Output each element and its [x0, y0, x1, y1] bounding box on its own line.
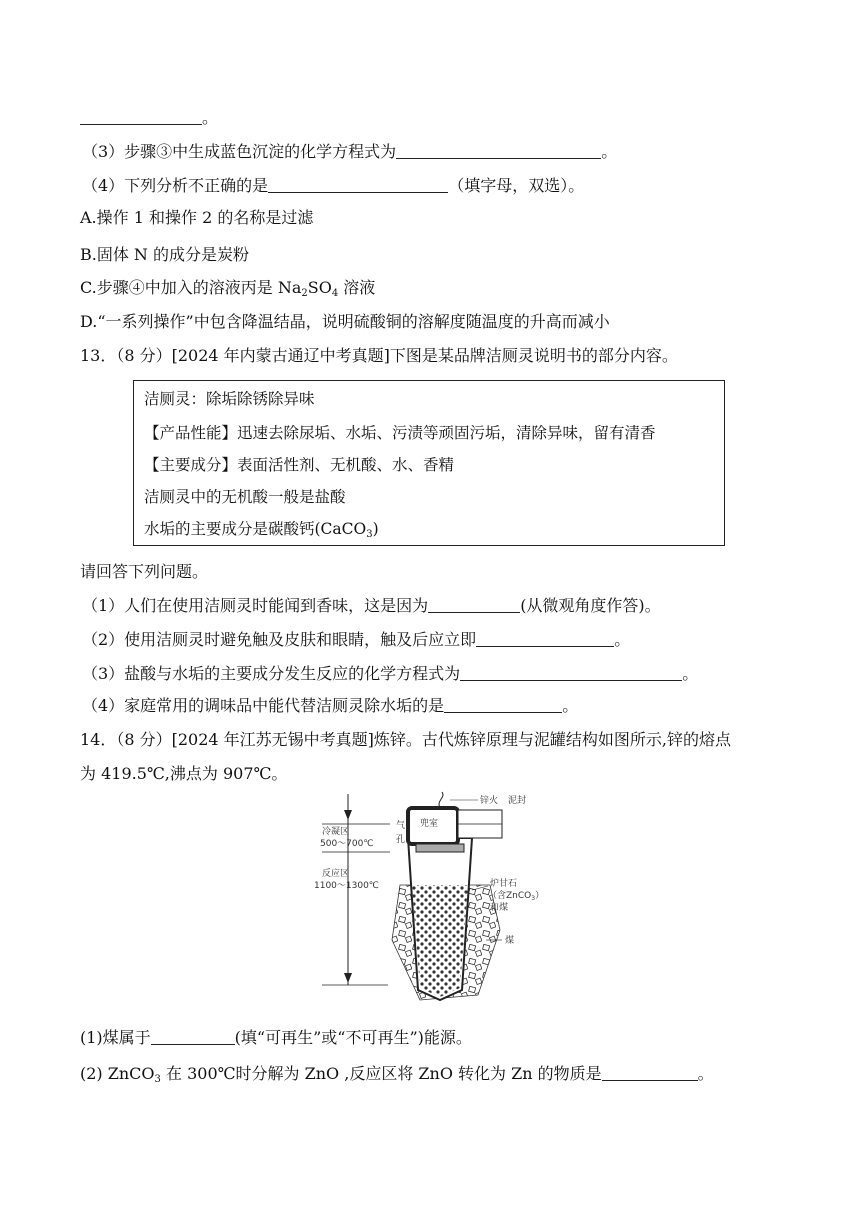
- mud-seal-label: 泥封: [508, 796, 527, 806]
- box-line: 洁厕灵中的无机酸一般是盐酸: [144, 488, 346, 506]
- q14-header-line1: 14．（8 分）[2024 年江苏无锡中考真题]炼锌。古代炼锌原理与泥罐结构如图所示,锌的熔点: [80, 730, 732, 749]
- product-info-box: [133, 380, 725, 546]
- condense-temp-label: 500～700℃: [320, 839, 374, 849]
- reaction-temp-label: 1100～1300℃: [314, 881, 379, 891]
- answer-blank[interactable]: [602, 1064, 698, 1081]
- reaction-zone-label: 反应区: [322, 869, 350, 879]
- answer-blank[interactable]: [268, 176, 448, 193]
- zinc-fire-label: 锌火: [480, 796, 499, 806]
- answer-blank[interactable]: [476, 630, 614, 647]
- chamber-label: 兜室: [420, 819, 439, 829]
- q12-part4: （4）下列分析不正确的是 （填字母，双选）。: [82, 176, 585, 195]
- continuation-line: 。: [80, 108, 218, 128]
- box-line: 【主要成分】表面活性剂、无机酸、水、香精: [144, 456, 455, 474]
- answer-blank[interactable]: [460, 664, 682, 681]
- answer-blank[interactable]: [396, 142, 601, 159]
- box-line: 水垢的主要成分是碳酸钙(CaCO$_3$): [144, 520, 379, 540]
- condense-zone-label: 冷凝区: [322, 827, 350, 837]
- q14-header-line2: 为 419.5℃,沸点为 907℃。: [80, 764, 288, 783]
- gas-label: 气: [396, 821, 406, 831]
- box-line: 【产品性能】迅速去除尿垢、水垢、污渍等顽固污垢，清除异味，留有清香: [144, 424, 656, 442]
- answer-blank[interactable]: [151, 1028, 235, 1045]
- zinc-fire-icon: [439, 792, 443, 808]
- q13-part3: （3）盐酸与水垢的主要成分发生反应的化学方程式为 。: [82, 664, 699, 683]
- answer-blank[interactable]: [444, 696, 562, 713]
- ore-contains-label: （含ZnCO$_3$）: [488, 891, 545, 902]
- ore-and-coal-fill: [412, 885, 468, 997]
- q13-part1: （1）人们在使用洁厕灵时能闻到香味，这是因为 (从微观角度作答)。: [82, 596, 661, 615]
- answer-blank[interactable]: [80, 108, 202, 125]
- q12-part3: （3）步骤③中生成蓝色沉淀的化学方程式为 。: [82, 142, 618, 161]
- zinc-smelting-diagram: [300, 790, 560, 1015]
- q13-header: 13．（8 分）[2024 年内蒙古通辽中考真题]下图是某品牌洁厕灵说明书的部分内容。: [80, 346, 678, 365]
- axis-arrowhead: [344, 973, 352, 983]
- ore-label: 炉甘石: [490, 879, 518, 889]
- answer-blank[interactable]: [428, 596, 520, 613]
- q14-part2: (2) ZnCO$_3$ 在 300℃时分解为 ZnO ,反应区将 ZnO 转化为 Zn 的物质是 。: [80, 1064, 714, 1085]
- option-b: B.固体 N 的成分是炭粉: [80, 245, 250, 264]
- hole-label: 孔: [396, 835, 406, 845]
- and-coal-label: 和煤: [490, 903, 509, 913]
- axis-arrowhead: [344, 810, 352, 820]
- option-c: C.步骤④中加入的溶液丙是 $Na_2SO_4$ 溶液: [80, 278, 376, 299]
- q13-part2: （2）使用洁厕灵时避免触及皮肤和眼睛，触及后应立即 。: [82, 630, 631, 649]
- option-d: D.“一系列操作”中包含降温结晶，说明硫酸铜的溶解度随温度的升高而减小: [80, 312, 610, 331]
- box-line: 洁厕灵：除垢除锈除异味: [144, 390, 315, 408]
- coal-label: 煤: [505, 936, 515, 946]
- q14-part1: (1)煤属于 (填“可再生”或“不可再生”)能源。: [80, 1028, 472, 1047]
- option-a: A.操作 1 和操作 2 的名称是过滤: [80, 208, 314, 227]
- q13-part4: （4）家庭常用的调味品中能代替洁厕灵除水垢的是 。: [82, 696, 579, 715]
- q13-intro: 请回答下列问题。: [80, 562, 209, 581]
